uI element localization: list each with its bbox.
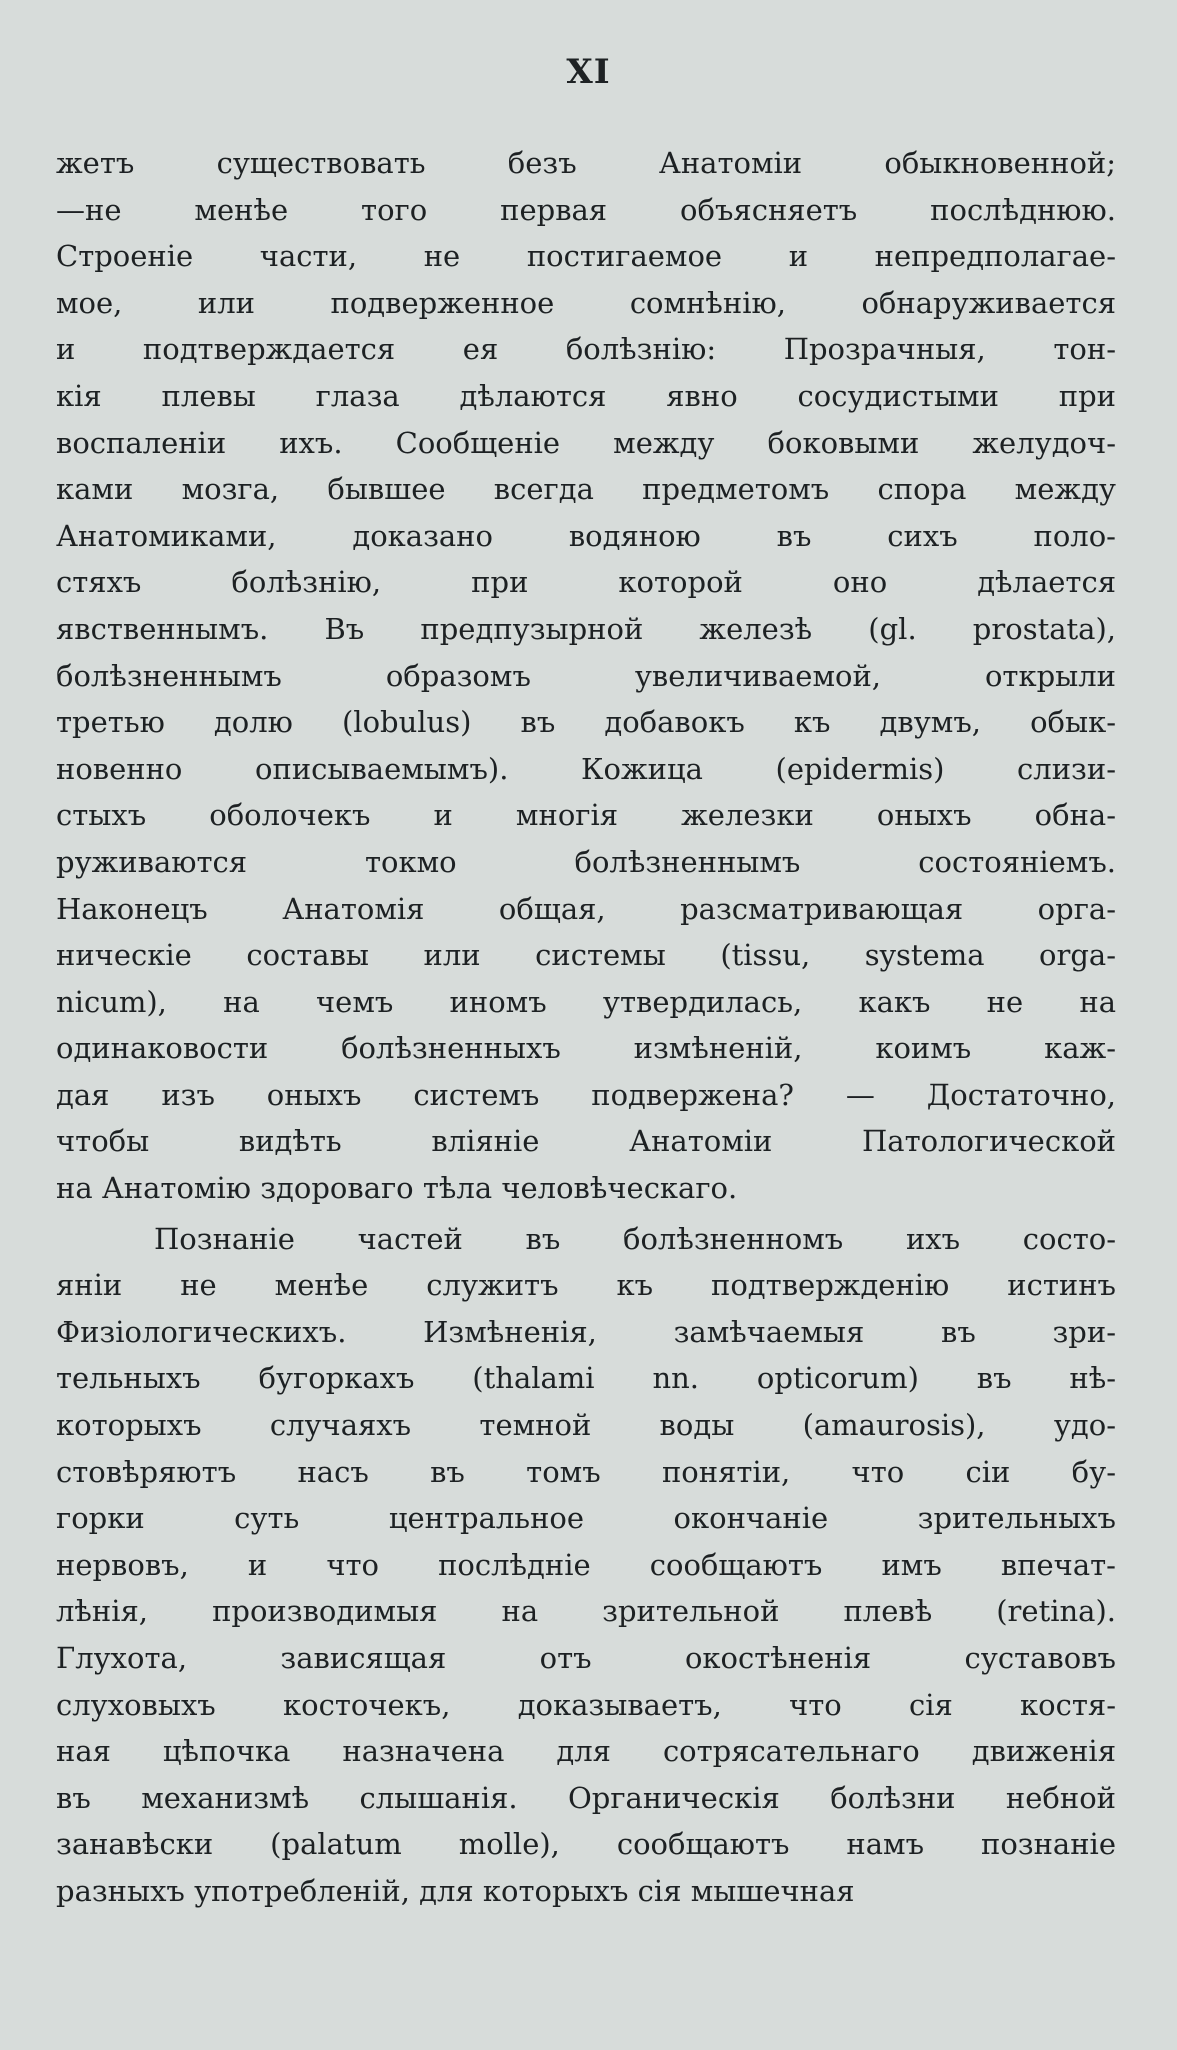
text-line: нервовъ, и что послѣдніе сообщаютъ имъ впечат- — [56, 1547, 1116, 1582]
text-line: третью долю (lobulus) въ добавокъ къ двумъ, обык- — [56, 705, 1116, 740]
text-line: одинаковости болѣзненныхъ измѣненій, коимъ каж- — [56, 1031, 1116, 1066]
text-line: Глухота, зависящая отъ окостѣненія суставовъ — [56, 1641, 1116, 1675]
text-line: Познаніе частей въ болѣзненномъ ихъ состо- — [154, 1221, 1116, 1256]
text-line: новенно описываемымъ). Кожица (epidermis) слизи- — [56, 751, 1116, 786]
text-line: ками мозга, бывшее всегда предметомъ спора между — [56, 472, 1116, 507]
text-line: стяхъ болѣзнію, при которой оно дѣлается — [56, 565, 1116, 600]
text-line: и подтверждается ея болѣзнію: Прозрачныя, тон- — [56, 332, 1116, 367]
text-line: воспаленіи ихъ. Сообщеніе между боковыми желудоч- — [56, 425, 1116, 460]
page-number: XI — [566, 52, 611, 92]
text-line: Наконецъ Анатомія общая, разсматривающая орга- — [56, 891, 1116, 926]
text-line: чтобы видѣть вліяніе Анатоміи Патологической — [56, 1124, 1116, 1159]
text-line: Строеніе части, не постигаемое и непредполагае- — [56, 239, 1116, 274]
text-line: тельныхъ бугоркахъ (thalami nn. opticorum) въ нѣ- — [56, 1361, 1116, 1396]
text-line: ническіе составы или системы (tissu, systema orga- — [56, 938, 1116, 973]
text-line: стыхъ оболочекъ и многія железки оныхъ обна- — [56, 798, 1116, 833]
paragraph-1 — [56, 140, 1116, 1212]
text-line: разныхъ употребленій, для которыхъ сія мышечная — [56, 1873, 855, 1908]
text-line: жетъ существовать безъ Анатоміи обыкновенной; — [56, 146, 1116, 180]
text-line: nicum), на чемъ иномъ утвердилась, какъ не на — [56, 984, 1116, 1019]
text-line: въ механизмѣ слышанія. Органическія болѣзни небной — [56, 1780, 1116, 1815]
body-text — [56, 140, 1116, 1915]
text-line: горки суть центральное окончаніе зрительныхъ — [56, 1501, 1116, 1536]
text-line: стовѣряютъ насъ въ томъ понятіи, что сіи бу- — [56, 1454, 1116, 1489]
text-line: слуховыхъ косточекъ, доказываетъ, что сія костя- — [56, 1687, 1116, 1722]
text-line: мое, или подверженное сомнѣнію, обнаруживается — [56, 285, 1116, 320]
text-line: лѣнія, производимыя на зрительной плевѣ (retina). — [56, 1594, 1116, 1629]
text-line: яніи не менѣе служитъ къ подтвержденію истинъ — [56, 1268, 1116, 1303]
text-line: явственнымъ. Въ предпузырной железѣ (gl. prostata), — [56, 611, 1116, 646]
text-line: занавѣски (palatum molle), сообщаютъ намъ познаніе — [56, 1827, 1116, 1862]
paragraph-2 — [56, 1216, 1116, 1915]
text-line: которыхъ случаяхъ темной воды (amaurosis), удо- — [56, 1408, 1116, 1443]
text-line: кія плевы глаза дѣлаются явно сосудистыми при — [56, 378, 1116, 413]
text-line: на Анатомію здороваго тѣла человѣческаго. — [56, 1171, 738, 1206]
text-line: болѣзненнымъ образомъ увеличиваемой, открыли — [56, 658, 1116, 693]
text-line: Физіологическихъ. Измѣненія, замѣчаемыя въ зри- — [56, 1314, 1116, 1349]
text-line: руживаются токмо болѣзненнымъ состояніемъ. — [56, 844, 1116, 879]
text-line: Анатомиками, доказано водяною въ сихъ поло- — [56, 518, 1116, 553]
text-line: дая изъ оныхъ системъ подвержена? — Достаточно, — [56, 1077, 1116, 1112]
text-line: —не менѣе того первая объясняетъ послѣднюю. — [56, 192, 1116, 227]
text-line: ная цѣпочка назначена для сотрясательнаго движенія — [56, 1734, 1116, 1769]
